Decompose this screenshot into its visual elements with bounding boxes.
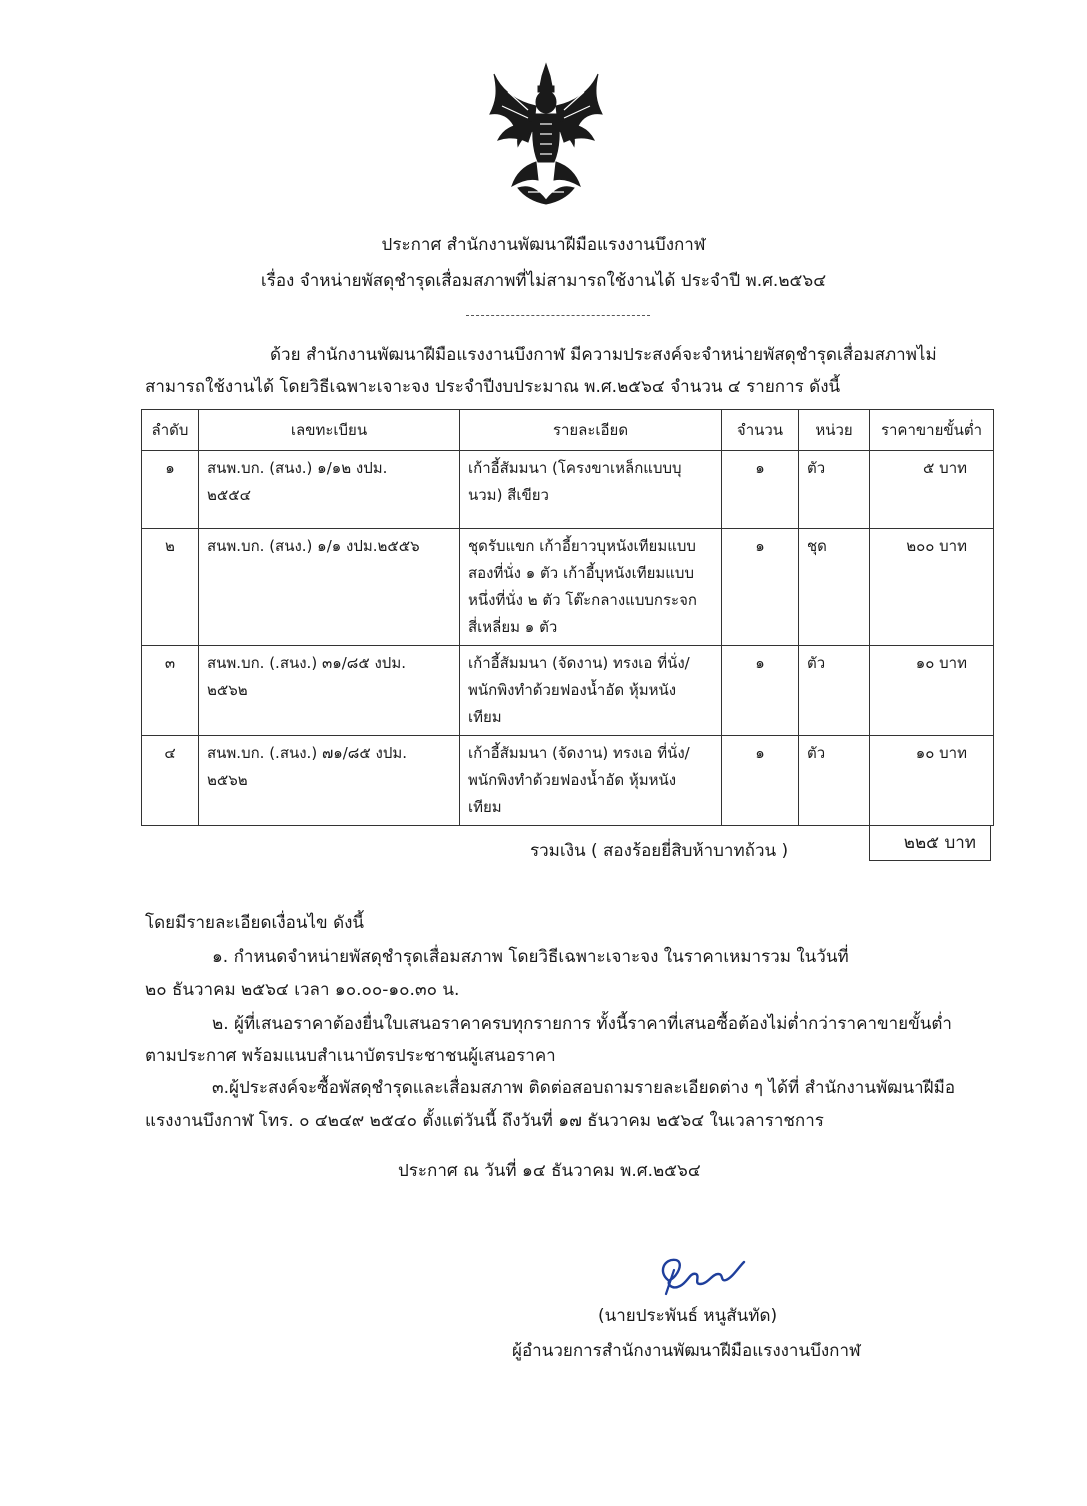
intro-line-2: สามารถใช้งานได้ โดยวิธีเฉพาะเจาะจง ประจำปีงบประมาณ พ.ศ.๒๕๖๔ จำนวน ๔ รายการ ดังนี้	[145, 377, 841, 397]
row-detail	[460, 646, 722, 736]
registration-line: ๒๕๖๒	[207, 681, 248, 699]
detail-line: เก้าอี้สัมมนา (จัดงาน) ทรงเอ ที่นั่ง/	[468, 744, 690, 762]
row-detail	[460, 529, 722, 646]
header-unit: หน่วย	[799, 410, 870, 451]
table-row	[142, 451, 994, 529]
detail-line: สี่เหลี่ยม ๑ ตัว	[468, 618, 558, 636]
row-quantity: ๑	[722, 646, 799, 736]
header-quantity: จำนวน	[722, 410, 799, 451]
condition-1-line-1: ๑. กำหนดจำหน่ายพัสดุชำรุดเสื่อมสภาพ โดยวิธีเฉพาะเจาะจง ในราคาเหมารวม ในวันที่	[212, 947, 849, 967]
table-row	[142, 646, 994, 736]
header-no: ลำดับ	[142, 410, 199, 451]
detail-line: นวม) สีเขียว	[468, 486, 549, 504]
detail-line: พนักพิงทำด้วยฟองน้ำอัด หุ้มหนัง	[468, 681, 677, 699]
detail-line: สองที่นั่ง ๑ ตัว เก้าอี้บุหนังเทียมแบบ	[468, 564, 694, 582]
row-price: ๒๐๐ บาท	[870, 529, 994, 646]
registration-line: ๒๕๖๒	[207, 771, 248, 789]
detail-line: เก้าอี้สัมมนา (จัดงาน) ทรงเอ ที่นั่ง/	[468, 654, 690, 672]
total-label: รวมเงิน ( สองร้อยยี่สิบห้าบาทถ้วน )	[530, 841, 789, 861]
garuda-emblem-icon	[488, 62, 604, 206]
detail-line: เทียม	[468, 798, 502, 816]
row-price: ๑๐ บาท	[870, 736, 994, 826]
row-quantity: ๑	[722, 529, 799, 646]
detail-line: พนักพิงทำด้วยฟองน้ำอัด หุ้มหนัง	[468, 771, 677, 789]
row-detail	[460, 451, 722, 529]
row-registration	[199, 529, 460, 646]
conditions-intro: โดยมีรายละเอียดเงื่อนไข ดังนี้	[145, 913, 365, 933]
registration-line: สนพ.บก. (.สนง.) ๓๑/๘๕ งปม.	[207, 654, 406, 672]
row-unit: ตัว	[799, 451, 870, 529]
condition-3-line-2: แรงงานบึงกาฬ โทร. ๐ ๔๒๔๙ ๒๕๔๐ ตั้งแต่วันนี้ ถึงวันที่ ๑๗ ธันวาคม ๒๕๖๔ ในเวลาราชการ	[145, 1111, 824, 1131]
registration-line: ๒๕๕๔	[207, 486, 251, 504]
row-no: ๑	[142, 451, 199, 529]
row-unit: ตัว	[799, 736, 870, 826]
condition-2-line-1: ๒. ผู้ที่เสนอราคาต้องยื่นใบเสนอราคาครบทุกรายการ ทั้งนี้ราคาที่เสนอซื้อต้องไม่ต่ำกว่าราคาขายขั้นต่ำ	[212, 1014, 952, 1034]
table-row	[142, 529, 994, 646]
row-price: ๑๐ บาท	[870, 646, 994, 736]
header-detail: รายละเอียด	[460, 410, 722, 451]
intro-line-1: ด้วย สำนักงานพัฒนาฝีมือแรงงานบึงกาฬ มีความประสงค์จะจำหน่ายพัสดุชำรุดเสื่อมสภาพไม่	[270, 345, 937, 365]
condition-1-line-2: ๒๐ ธันวาคม ๒๕๖๔ เวลา ๑๐.๐๐-๑๐.๓๐ น.	[145, 980, 460, 1000]
registration-line: สนพ.บก. (.สนง.) ๗๑/๘๕ งปม.	[207, 744, 407, 762]
row-price: ๕ บาท	[870, 451, 994, 529]
table-row	[142, 736, 994, 826]
total-value: ๒๒๕ บาท	[869, 825, 991, 861]
row-quantity: ๑	[722, 451, 799, 529]
row-unit: ตัว	[799, 646, 870, 736]
row-registration	[199, 646, 460, 736]
condition-3-line-1: ๓.ผู้ประสงค์จะซื้อพัสดุชำรุดและเสื่อมสภาพ ติดต่อสอบถามรายละเอียดต่าง ๆ ได้ที่ สำนักงานพัฒนาฝีมือ	[212, 1078, 956, 1098]
row-no: ๔	[142, 736, 199, 826]
registration-line: สนพ.บก. (สนง.) ๑/๑๒ งปม.	[207, 459, 388, 477]
row-quantity: ๑	[722, 736, 799, 826]
row-unit: ชุด	[799, 529, 870, 646]
detail-line: ชุดรับแขก เก้าอี้ยาวบุหนังเทียมแบบ	[468, 537, 696, 555]
header-min-price: ราคาขายขั้นต่ำ	[870, 410, 994, 451]
row-detail	[460, 736, 722, 826]
row-registration	[199, 451, 460, 529]
items-table	[141, 409, 994, 826]
row-registration	[199, 736, 460, 826]
announcement-subject: เรื่อง จำหน่ายพัสดุชำรุดเสื่อมสภาพที่ไม่สามารถใช้งานได้ ประจำปี พ.ศ.๒๕๖๔	[260, 271, 827, 291]
registration-line: สนพ.บก. (สนง.) ๑/๑ งปม.๒๕๕๖	[207, 537, 420, 555]
detail-line: เก้าอี้สัมมนา (โครงขาเหล็กแบบบุ	[468, 459, 682, 477]
announce-date: ประกาศ ณ วันที่ ๑๔ ธันวาคม พ.ศ.๒๕๖๔	[398, 1161, 701, 1181]
detail-line: เทียม	[468, 708, 502, 726]
handwritten-signature	[654, 1250, 746, 1296]
row-no: ๓	[142, 646, 199, 736]
condition-2-line-2: ตามประกาศ พร้อมแนบสำเนาบัตรประชาชนผู้เสนอราคา	[145, 1046, 556, 1066]
announcement-header: ประกาศ สำนักงานพัฒนาฝีมือแรงงานบึงกาฬ	[381, 235, 706, 255]
table-header-row	[142, 410, 994, 451]
header-divider	[466, 315, 650, 316]
detail-line: หนึ่งที่นั่ง ๒ ตัว โต๊ะกลางแบบกระจก	[468, 591, 697, 609]
header-registration: เลขทะเบียน	[199, 410, 460, 451]
signer-name: (นายประพันธ์ หนูสันทัด)	[598, 1306, 778, 1326]
row-no: ๒	[142, 529, 199, 646]
signer-title: ผู้อำนวยการสำนักงานพัฒนาฝีมือแรงงานบึงกาฬ	[512, 1341, 861, 1361]
